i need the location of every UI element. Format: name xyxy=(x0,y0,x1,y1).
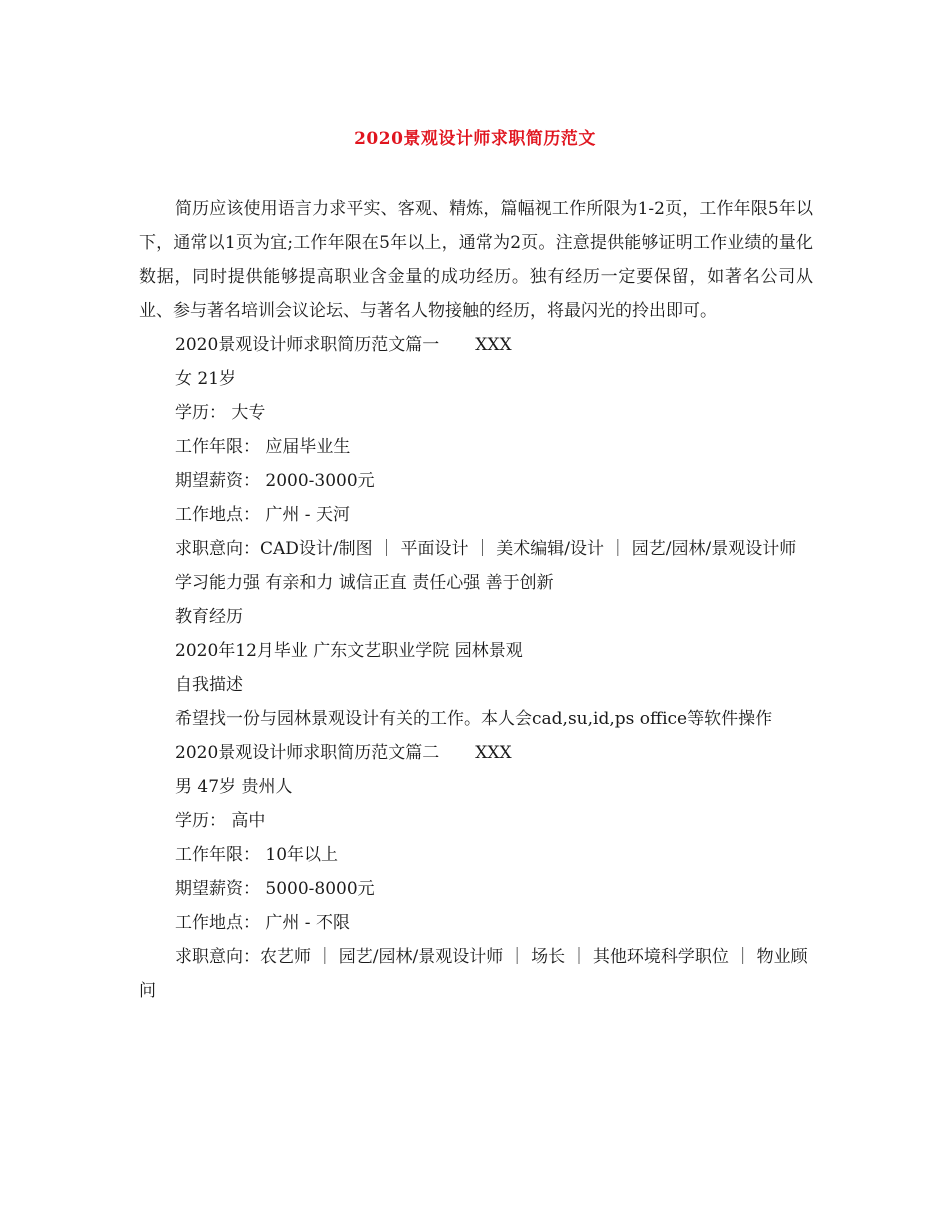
resume2-experience: 工作年限： 10年以上 xyxy=(175,845,339,865)
resume1-intent: 求职意向：CAD设计/制图 ｜ 平面设计 ｜ 美术编辑/设计 ｜ 园艺/园林/景观设计师 xyxy=(175,539,797,559)
resume2-location: 工作地点： 广州 - 不限 xyxy=(175,913,350,933)
resume1-basic: 女 21岁 xyxy=(175,369,237,389)
resume1-name: XXX xyxy=(475,335,512,355)
resume2-education: 学历： 高中 xyxy=(175,811,266,831)
resume2-basic: 男 47岁 贵州人 xyxy=(175,777,293,797)
resume1-edu-entry: 2020年12月毕业 广东文艺职业学院 园林景观 xyxy=(175,641,523,661)
resume1-traits: 学习能力强 有亲和力 诚信正直 责任心强 善于创新 xyxy=(175,573,554,593)
resume1-heading: 2020景观设计师求职简历范文篇一 xyxy=(175,335,440,355)
resume1-self-desc: 希望找一份与园林景观设计有关的工作。本人会cad,su,id,ps office等软件操作 xyxy=(175,709,773,729)
resume1-self-heading: 自我描述 xyxy=(175,675,243,695)
resume2-heading-line xyxy=(139,736,813,770)
intro-paragraph: 简历应该使用语言力求平实、客观、精炼，篇幅视工作所限为1-2页，工作年限5年以下，通常以1页为宜;工作年限在5年以上，通常为2页。注意提供能够证明工作业绩的量化数据，同时提供能够提高职业含金量的成功经历。独有经历一定要保留，如著名公司从业、参与著名培训会议论坛、与著名人物接触的经历，将最闪光的拎出即可。 xyxy=(139,199,813,321)
resume1-heading-line xyxy=(139,328,813,362)
document-body xyxy=(139,192,813,1008)
resume1-experience: 工作年限： 应届毕业生 xyxy=(175,437,351,457)
resume1-location: 工作地点： 广州 - 天河 xyxy=(175,505,350,525)
resume1-edu-heading: 教育经历 xyxy=(175,607,243,627)
resume2-intent: 求职意向：农艺师 ｜ 园艺/园林/景观设计师 ｜ 场长 ｜ 其他环境科学职位 ｜ 物业顾问 xyxy=(139,947,808,1001)
resume1-education: 学历： 大专 xyxy=(175,403,266,423)
resume2-name: XXX xyxy=(475,743,512,763)
resume1-salary: 期望薪资： 2000-3000元 xyxy=(175,471,375,491)
resume2-heading: 2020景观设计师求职简历范文篇二 xyxy=(175,743,440,763)
resume2-salary: 期望薪资： 5000-8000元 xyxy=(175,879,375,899)
document-title: 2020景观设计师求职简历范文 xyxy=(354,129,596,149)
